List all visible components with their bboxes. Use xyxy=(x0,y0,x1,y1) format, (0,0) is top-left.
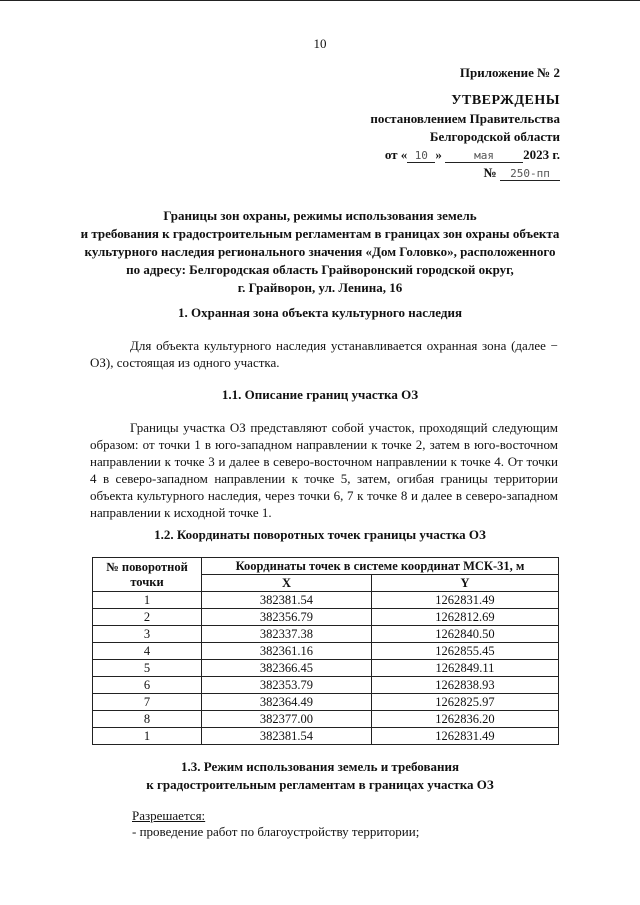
table-row xyxy=(93,643,559,660)
cell-point: 5 xyxy=(93,660,202,677)
coordinates-table xyxy=(92,557,559,745)
number-prefix: № xyxy=(483,165,497,180)
section-1-3-heading-line-1: 1.3. Режим использования земель и требования xyxy=(180,759,460,774)
date-month: мая xyxy=(445,150,523,163)
table-row xyxy=(93,728,559,745)
header-y: Y xyxy=(371,575,558,592)
approved-heading: УТВЕРЖДЕНЫ xyxy=(451,93,560,108)
approval-line-1: постановлением Правительства xyxy=(370,111,560,126)
cell-point: 2 xyxy=(93,609,202,626)
section-1-3-heading-line-2: к градостроительным регламентам в границах участка ОЗ xyxy=(146,777,494,792)
section-1-text: Для объекта культурного наследия устанавливается охранная зона (далее − ОЗ), состоящая из одного участка. xyxy=(90,338,558,370)
cell-y: 1262838.93 xyxy=(371,677,558,694)
top-border-line xyxy=(0,0,640,1)
cell-y: 1262831.49 xyxy=(371,728,558,745)
section-1-1-heading: 1.1. Описание границ участка ОЗ xyxy=(221,387,419,402)
cell-y: 1262825.97 xyxy=(371,694,558,711)
date-day: 10 xyxy=(407,150,435,163)
cell-y: 1262849.11 xyxy=(371,660,558,677)
approval-date xyxy=(340,146,560,164)
cell-x: 382356.79 xyxy=(202,609,372,626)
cell-point: 7 xyxy=(93,694,202,711)
cell-x: 382361.16 xyxy=(202,643,372,660)
document-number: 250-пп xyxy=(500,168,560,181)
title-line: по адресу: Белгородская область Грайворонский городской округ, xyxy=(126,262,514,277)
date-mid: » xyxy=(435,147,442,162)
cell-y: 1262812.69 xyxy=(371,609,558,626)
cell-y: 1262836.20 xyxy=(371,711,558,728)
table-row xyxy=(93,609,559,626)
title-line: культурного наследия регионального значения «Дом Головко», расположенного xyxy=(84,244,556,259)
approval-line-2: Белгородской области xyxy=(429,129,560,144)
cell-x: 382337.38 xyxy=(202,626,372,643)
cell-y: 1262831.49 xyxy=(371,592,558,609)
section-1-3-heading xyxy=(60,758,580,794)
table-row xyxy=(93,677,559,694)
table-row xyxy=(93,711,559,728)
cell-x: 382377.00 xyxy=(202,711,372,728)
cell-x: 382364.49 xyxy=(202,694,372,711)
table-row xyxy=(93,660,559,677)
date-year: 2023 г. xyxy=(523,147,560,162)
cell-point: 1 xyxy=(93,592,202,609)
section-1-1-text: Границы участка ОЗ представляют собой участок, проходящий следующим образом: от точки 1 в юго-западном направлении к точке 2, затем в юго-восточном направлении к точке 3 и далее в северо-восточном направлении к точке 4. От точки 4 в северо-западном направлении к точке 5, затем, огибая границы территории объекта культурного наследия, через точки 6, 7 к точке 8 и далее в северо-западном направлении к исходной точке 1. xyxy=(90,420,558,520)
appendix-label: Приложение № 2 xyxy=(459,65,560,80)
section-1-2-heading: 1.2. Координаты поворотных точек границы участка ОЗ xyxy=(154,527,486,542)
cell-y: 1262855.45 xyxy=(371,643,558,660)
cell-x: 382353.79 xyxy=(202,677,372,694)
page-number: 10 xyxy=(313,36,327,51)
cell-point: 8 xyxy=(93,711,202,728)
section-1-heading: 1. Охранная зона объекта культурного наследия xyxy=(178,305,462,320)
date-prefix: от « xyxy=(384,147,408,162)
cell-point: 1 xyxy=(93,728,202,745)
cell-x: 382381.54 xyxy=(202,728,372,745)
approval-number xyxy=(340,164,560,182)
cell-point: 6 xyxy=(93,677,202,694)
header-coordinates: Координаты точек в системе координат МСК-31, м xyxy=(202,558,559,575)
document-title xyxy=(60,207,580,297)
cell-x: 382366.45 xyxy=(202,660,372,677)
allowed-item: - проведение работ по благоустройству территории; xyxy=(132,824,420,839)
title-line: г. Грайворон, ул. Ленина, 16 xyxy=(237,280,403,295)
table-row xyxy=(93,694,559,711)
header-point-number: № поворотной точки xyxy=(93,558,202,592)
table-row xyxy=(93,592,559,609)
cell-point: 3 xyxy=(93,626,202,643)
table-body xyxy=(93,592,559,745)
cell-y: 1262840.50 xyxy=(371,626,558,643)
cell-x: 382381.54 xyxy=(202,592,372,609)
table-row xyxy=(93,626,559,643)
allowed-label: Разрешается: xyxy=(132,808,206,823)
cell-point: 4 xyxy=(93,643,202,660)
title-line: Границы зон охраны, режимы использования земель xyxy=(163,208,477,223)
header-x: X xyxy=(202,575,372,592)
title-line: и требования к градостроительным регламентам в границах зон охраны объекта xyxy=(80,226,560,241)
table-header-row xyxy=(93,558,559,575)
approval-block xyxy=(340,64,560,182)
